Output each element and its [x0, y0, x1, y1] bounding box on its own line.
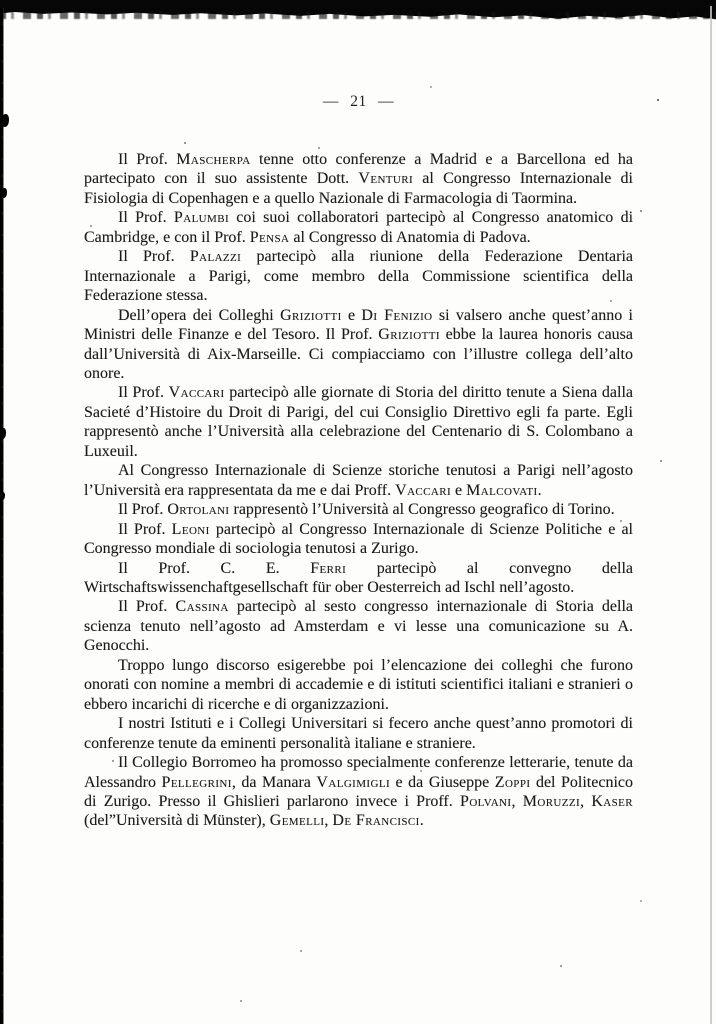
body-text-run: e: [451, 481, 467, 499]
paragraph: [84, 306, 633, 384]
body-text-run: Il Prof.: [118, 598, 176, 616]
body-text-run: Troppo lungo discorso esigerebbe poi l’elencazione dei colleghi che furono onorati con nomine a membri di accademie e di istituti scientifici italiani e stranieri o ebbero incarichi di ricerche e di organizzazioni.: [84, 656, 633, 713]
body-text-run: ebbe la laurea honoris causa dall’Università di Aix-Marseille. Ci compiacciamo con l’illustre collega dell’alto onore.: [84, 326, 633, 382]
person-name-smallcaps: Mascherpa: [176, 151, 251, 168]
body-text-run: Al Congresso Internazionale di Scienze storiche tenutosi a Parigi nell’agosto l’Università era rappresentata da me e dai Proff.: [84, 462, 633, 499]
body-text-run: si valsero anche quest’anno i Ministri delle Finanze e del Tesoro. Il Prof.: [84, 306, 634, 344]
body-text-run: al Congresso Internazionale di Fisiologia di Copenhagen e a quello Nazionale di Farmacologia di Taormina.: [84, 170, 634, 207]
paragraph: [84, 559, 633, 598]
body-text-run: partecipò alle giornate di Storia del diritto tenute a Siena dalla Sacieté d’Histoire du Droit di Parigi, del cui Consiglio Direttivo egli fa parte. Egli rappresentò anche l’Università alla celebrazione del Centenario di S. Colombano a Luxeuil.: [84, 384, 634, 460]
body-text-run: e da Giuseppe: [390, 773, 495, 791]
body-text-run: al Congresso di Anatomia di Padova.: [289, 228, 531, 246]
body-text-run: .: [537, 481, 542, 499]
body-text-run: Il Prof.: [118, 520, 172, 538]
person-name-smallcaps: Pensa: [249, 228, 290, 246]
person-name-smallcaps: Griziotti: [378, 326, 440, 344]
body-text-run: partecipò al Congresso Internazionale di Scienze Politiche e al Congresso mondiale di sociologia tenutosi a Zurigo.: [84, 520, 633, 558]
person-name-smallcaps: Ortolani: [167, 501, 230, 519]
body-text-run: (del”Università di Münster),: [84, 812, 270, 830]
person-name-smallcaps: Gemelli: [269, 812, 325, 830]
body-text-run: Il Prof.: [118, 151, 177, 168]
person-name-smallcaps: Griziotti: [280, 306, 342, 324]
paragraph: [84, 597, 633, 655]
person-name-smallcaps: Palumbi: [173, 209, 230, 227]
paragraph: [84, 500, 633, 519]
person-name-smallcaps: Cassina: [175, 598, 229, 616]
person-name-smallcaps: Vaccari: [168, 384, 225, 402]
body-text-run: Il Collegio Borromeo ha promosso specialmente conferenze letterarie, tenute da Alessandro: [84, 754, 633, 791]
paragraph: [84, 208, 633, 247]
person-name-smallcaps: Zoppi: [494, 773, 531, 791]
person-name-smallcaps: Venturi: [358, 170, 414, 188]
scan-edge-top-noise: [0, 12, 716, 19]
paragraph: [84, 753, 633, 831]
person-name-smallcaps: Polvani: [460, 792, 512, 810]
scan-edge-right-line: [710, 6, 712, 1024]
person-name-smallcaps: Kaser: [591, 792, 634, 810]
paragraph: [84, 461, 633, 500]
body-text-run: ,: [580, 792, 592, 810]
body-text-run: coi suoi collaboratori partecipò al Congresso anatomico di Cambridge, e con il Prof.: [84, 209, 634, 246]
body-text-run: partecipò alla riunione della Federazione Dentaria Internazionale a Parigi, come membro della Commissione scientifica della Federazione stessa.: [84, 248, 634, 305]
paragraph: [84, 247, 633, 305]
person-name-smallcaps: Moruzzi: [522, 792, 581, 810]
paragraph: [84, 383, 633, 461]
body-text-run: .: [419, 812, 424, 830]
body-text-run: rappresentò l’Università al Congresso geografico di Torino.: [229, 501, 615, 519]
person-name-smallcaps: Malcovati: [466, 481, 538, 499]
body-text-run: Il Prof.: [118, 501, 168, 519]
person-name-smallcaps: Valgimigli: [316, 773, 391, 791]
scan-ink-blob: [1, 188, 7, 198]
person-name-smallcaps: Di Fenizio: [361, 306, 433, 324]
person-name-smallcaps: Pellegrini: [161, 773, 232, 791]
body-text-run: del Politecnico di Zurigo. Presso il Ghislieri parlarono invece i Proff.: [84, 773, 633, 810]
person-name-smallcaps: Palazzi: [189, 248, 242, 266]
body-text-run: partecipò al sesto congresso internazionale di Storia della scienza tenuto nell’agosto ad Amsterdam e vi lesse una comunicazione su A. Genocchi.: [84, 598, 634, 655]
body-text-run: I nostri Istituti e i Collegi Universitari si fecero anche quest’anno promotori di conferenze tenute da eminenti personalità italiane e straniere.: [84, 715, 633, 752]
paragraph: [84, 150, 633, 208]
person-name-smallcaps: Vaccari: [395, 481, 452, 499]
scan-edge-left-jitter: [0, 8, 3, 1024]
body-text-run: tenne otto conferenze a Madrid e a Barcellona ed ha partecipato con il suo assistente Dott.: [84, 151, 634, 188]
body-text-run: partecipò al convegno della Wirtschaftswissenchaftgesellschaft für ober Oesterreich ad Ischl nell’agosto.: [84, 559, 633, 596]
scan-ink-blob: [1, 114, 9, 127]
paragraph: [84, 520, 633, 559]
body-text-run: Il Prof. C. E.: [118, 559, 311, 577]
body-text-run: Il Prof.: [118, 384, 169, 402]
body-text-run: e: [341, 306, 362, 324]
body-text-run: ,: [324, 812, 333, 830]
scan-noise-specks: [657, 99, 659, 101]
body-text-run: Il Prof.: [118, 248, 190, 266]
body-text-run: , da Manara: [231, 773, 317, 791]
paragraph: [84, 656, 633, 714]
scan-ink-blob: [0, 428, 6, 439]
person-name-smallcaps: De Francisci: [332, 812, 420, 830]
page-number: — 21 —: [322, 93, 395, 110]
body-text-run: ,: [511, 792, 523, 810]
body-text-run: Il Prof.: [118, 209, 174, 227]
body-text-run: Dell’opera dei Colleghi: [118, 306, 281, 324]
paragraph: [84, 714, 633, 753]
person-name-smallcaps: Leoni: [171, 520, 210, 538]
person-name-smallcaps: Ferri: [310, 559, 347, 577]
text-block: [84, 150, 633, 831]
